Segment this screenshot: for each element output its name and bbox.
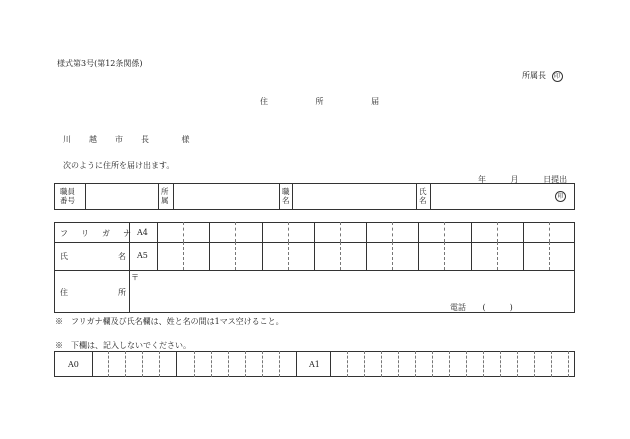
grid-line — [364, 351, 365, 377]
grid-line — [194, 351, 195, 377]
grid-line — [176, 351, 177, 377]
furigana-input[interactable] — [158, 223, 574, 242]
name-code: A5 — [137, 251, 148, 260]
phone-field[interactable] — [450, 302, 513, 313]
grid-line — [432, 351, 433, 377]
position-field[interactable] — [293, 184, 416, 209]
grid-line — [466, 351, 467, 377]
submission-date[interactable]: 年 月 日提出 — [478, 175, 568, 184]
title-char: 所 — [315, 97, 324, 106]
title-char: 住 — [260, 97, 268, 106]
grid-line — [398, 351, 399, 377]
postal-mark: 〒 — [131, 273, 139, 282]
seal-icon: 印 — [555, 191, 566, 202]
staff-number-label: 職員 番号 — [60, 187, 75, 205]
address-input[interactable] — [130, 271, 574, 301]
grid-line — [262, 351, 263, 377]
manager-seal-field[interactable] — [522, 70, 563, 82]
page-title — [260, 96, 379, 107]
grid-line — [517, 351, 518, 377]
grid-line — [551, 351, 552, 377]
grid-line — [279, 351, 280, 377]
seal-icon: 印 — [552, 71, 563, 82]
grid-line — [92, 351, 93, 377]
employee-name-label: 氏 名 — [419, 187, 427, 205]
grid-line — [245, 351, 246, 377]
addressee: 川越市長 様 — [63, 135, 190, 144]
department-field[interactable] — [174, 184, 279, 209]
code-a1: A1 — [309, 360, 320, 369]
form-number: 様式第3号(第12条関係) — [57, 59, 143, 68]
grid-line — [296, 351, 297, 377]
grid-line — [330, 351, 331, 377]
grid-line — [500, 351, 501, 377]
grid-line — [142, 351, 143, 377]
furigana-label: フ リ ガ ナ — [60, 229, 131, 238]
grid-line — [125, 351, 126, 377]
note-office-use: ※ 下欄は、記入しないでください。 — [55, 341, 191, 350]
name-input[interactable] — [158, 243, 574, 270]
grid-line — [108, 351, 109, 377]
name-label: 氏 名 — [60, 252, 126, 261]
note-furigana: ※ フリガナ欄及び氏名欄は、姓と名の間は1マス空けること。 — [55, 317, 284, 326]
department-label: 所 属 — [161, 187, 169, 205]
grid-line — [211, 351, 212, 377]
grid-line — [159, 351, 160, 377]
phone-paren: ( ) — [482, 303, 513, 312]
grid-line — [347, 351, 348, 377]
position-label: 職 名 — [282, 187, 290, 205]
grid-line — [415, 351, 416, 377]
honorific: 様 — [181, 135, 190, 144]
manager-label: 所属長 — [522, 71, 546, 80]
grid-line — [381, 351, 382, 377]
grid-line — [483, 351, 484, 377]
phone-label: 電話 — [450, 303, 466, 312]
intro-text: 次のように住所を届け出ます。 — [63, 161, 175, 170]
employee-name-field[interactable] — [431, 184, 574, 209]
staff-number-field[interactable] — [86, 184, 158, 209]
grid-line — [228, 351, 229, 377]
grid-line — [449, 351, 450, 377]
title-char: 届 — [371, 97, 380, 106]
grid-line — [534, 351, 535, 377]
furigana-code: A4 — [137, 228, 148, 237]
grid-line — [568, 351, 569, 377]
address-label: 住 所 — [60, 288, 126, 297]
code-a0: A0 — [68, 360, 79, 369]
